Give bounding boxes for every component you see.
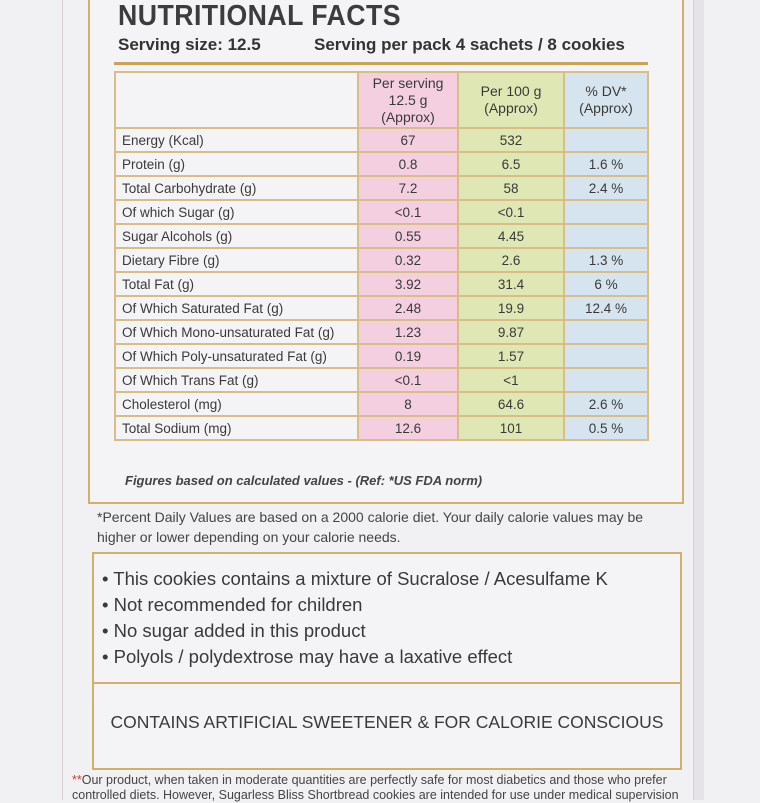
table-row (115, 224, 648, 248)
header-dv: % DV* (Approx) (564, 72, 648, 128)
serving-size: Serving size: 12.5 (118, 35, 261, 54)
table-row (115, 296, 648, 320)
footnote-text: Our product, when taken in moderate quantities are perfectly safe for most diabetics and those who prefer controlled diets. However, Sugarless Bliss Shortbread cookies are intended for use under medical supervision (72, 773, 679, 802)
table-row (115, 200, 648, 224)
table-row (115, 272, 648, 296)
per-serving-value: 2.48 (358, 296, 458, 320)
nutrient-name: Total Carbohydrate (g) (115, 176, 358, 200)
nutrient-name: Of Which Trans Fat (g) (115, 368, 358, 392)
per-serving-value: <0.1 (358, 200, 458, 224)
per-100g-value: 101 (458, 416, 564, 440)
footnote-stars: ** (72, 773, 82, 787)
warning-text: CONTAINS ARTIFICIAL SWEETENER & FOR CALORIE CONSCIOUS (110, 712, 664, 732)
table-row (115, 248, 648, 272)
dv-value: 0.5 % (564, 416, 648, 440)
serving-per-pack: Serving per pack 4 sachets / 8 cookies (314, 35, 625, 54)
per-serving-value: 0.32 (358, 248, 458, 272)
nutrient-name: Dietary Fibre (g) (115, 248, 358, 272)
per-serving-value: 0.19 (358, 344, 458, 368)
per-100g-value: 19.9 (458, 296, 564, 320)
divider (114, 62, 648, 65)
nutrient-name: Total Fat (g) (115, 272, 358, 296)
package-edge-left (62, 0, 63, 800)
per-serving-value: <0.1 (358, 368, 458, 392)
nutrition-table (114, 71, 649, 441)
footnote (72, 773, 692, 803)
figures-note: Figures based on calculated values - (Ref: *US FDA norm) (125, 473, 483, 488)
table-row (115, 152, 648, 176)
per-serving-value: 1.23 (358, 320, 458, 344)
nutrient-name: Of Which Poly-unsaturated Fat (g) (115, 344, 358, 368)
package-edge-right (693, 0, 704, 800)
bullet-item: • Polyols / polydextrose may have a laxative effect (102, 646, 513, 667)
dv-value: 2.6 % (564, 392, 648, 416)
per-100g-value: 532 (458, 128, 564, 152)
per-100g-value: 9.87 (458, 320, 564, 344)
header-per-serving: Per serving 12.5 g (Approx) (358, 72, 458, 128)
per-serving-value: 0.8 (358, 152, 458, 176)
table-row (115, 320, 648, 344)
dv-value (564, 368, 648, 392)
table-row (115, 176, 648, 200)
table-row (115, 392, 648, 416)
nutrient-name: Of which Sugar (g) (115, 200, 358, 224)
per-serving-value: 12.6 (358, 416, 458, 440)
table-row (115, 416, 648, 440)
table-row (115, 128, 648, 152)
nutrient-name: Protein (g) (115, 152, 358, 176)
dv-value (564, 224, 648, 248)
bullet-item: • No sugar added in this product (102, 620, 366, 641)
dv-value: 1.6 % (564, 152, 648, 176)
per-serving-value: 7.2 (358, 176, 458, 200)
dv-value: 2.4 % (564, 176, 648, 200)
dv-note: *Percent Daily Values are based on a 2000 calorie diet. Your daily calorie values may be higher or lower depending on your calorie needs. (97, 509, 644, 545)
warning-box (92, 682, 682, 770)
per-100g-value: <1 (458, 368, 564, 392)
per-100g-value: 2.6 (458, 248, 564, 272)
table-row (115, 368, 648, 392)
dv-value (564, 128, 648, 152)
dv-value (564, 200, 648, 224)
per-100g-value: <0.1 (458, 200, 564, 224)
dv-value (564, 344, 648, 368)
per-100g-value: 31.4 (458, 272, 564, 296)
per-100g-value: 58 (458, 176, 564, 200)
header-per-100g: Per 100 g (Approx) (458, 72, 564, 128)
header-row (115, 72, 648, 128)
per-100g-value: 6.5 (458, 152, 564, 176)
nutrient-name: Sugar Alcohols (g) (115, 224, 358, 248)
nutrient-name: Of Which Mono-unsaturated Fat (g) (115, 320, 358, 344)
per-100g-value: 4.45 (458, 224, 564, 248)
dv-value: 6 % (564, 272, 648, 296)
dv-value: 1.3 % (564, 248, 648, 272)
per-100g-value: 64.6 (458, 392, 564, 416)
title: NUTRITIONAL FACTS (118, 0, 402, 32)
nutrient-name: Cholesterol (mg) (115, 392, 358, 416)
table-row (115, 344, 648, 368)
nutrient-name: Total Sodium (mg) (115, 416, 358, 440)
per-serving-value: 8 (358, 392, 458, 416)
dv-value: 12.4 % (564, 296, 648, 320)
per-serving-value: 3.92 (358, 272, 458, 296)
bullet-item: • Not recommended for children (102, 594, 363, 615)
dv-value (564, 320, 648, 344)
nutrient-name: Energy (Kcal) (115, 128, 358, 152)
header-nutrient (115, 72, 358, 128)
nutrient-name: Of Which Saturated Fat (g) (115, 296, 358, 320)
bullet-box (92, 552, 682, 684)
per-serving-value: 0.55 (358, 224, 458, 248)
per-100g-value: 1.57 (458, 344, 564, 368)
bullet-item: • This cookies contains a mixture of Sucralose / Acesulfame K (102, 568, 608, 589)
per-serving-value: 67 (358, 128, 458, 152)
